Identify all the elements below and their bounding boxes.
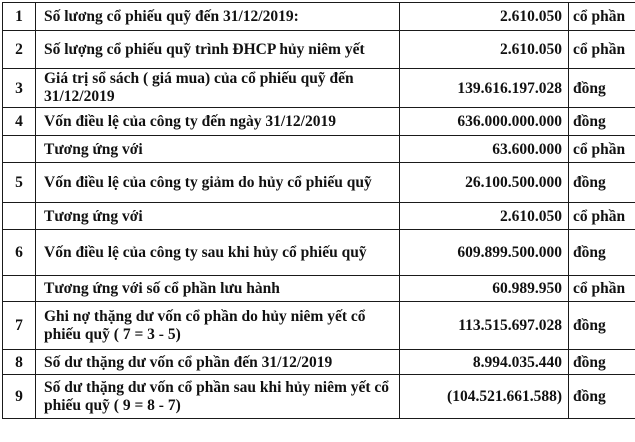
row-unit: cổ phần	[569, 31, 635, 69]
row-label: Tương ứng với	[36, 136, 400, 163]
row-label: Số lượng cổ phiếu quỹ trình ĐHCP hủy niêm yết	[36, 31, 400, 69]
row-unit: đồng	[569, 350, 635, 375]
row-label: Vốn điều lệ của công ty đến ngày 31/12/2019	[36, 108, 400, 136]
table-row	[3, 302, 635, 350]
row-label: Giá trị sổ sách ( giá mua) của cổ phiếu quỹ đến 31/12/2019	[36, 69, 400, 108]
table-row	[3, 163, 635, 203]
row-number	[3, 203, 36, 230]
row-unit: cổ phần	[569, 136, 635, 163]
row-value: 26.100.500.000	[400, 163, 569, 203]
row-label: Tương ứng với số cổ phần lưu hành	[36, 276, 400, 302]
row-unit: cổ phần	[569, 276, 635, 302]
table-row	[3, 31, 635, 69]
table-row	[3, 276, 635, 302]
row-unit: đồng	[569, 163, 635, 203]
row-value: 2.610.050	[400, 3, 569, 31]
table-row	[3, 375, 635, 419]
row-number: 3	[3, 69, 36, 108]
row-label: Tương ứng với	[36, 203, 400, 230]
table-row	[3, 230, 635, 276]
treasury-stock-table	[2, 2, 635, 419]
table-row	[3, 203, 635, 230]
row-value: (104.521.661.588)	[400, 375, 569, 419]
row-label: Vốn điều lệ của công ty giảm do hủy cổ phiếu quỹ	[36, 163, 400, 203]
row-label: Ghi nợ thặng dư vốn cổ phần do hủy niêm yết cổ phiếu quỹ ( 7 = 3 - 5)	[36, 302, 400, 350]
row-value: 609.899.500.000	[400, 230, 569, 276]
row-value: 63.600.000	[400, 136, 569, 163]
row-unit: đồng	[569, 69, 635, 108]
row-number	[3, 276, 36, 302]
row-unit: đồng	[569, 302, 635, 350]
table-row	[3, 3, 635, 31]
row-value: 139.616.197.028	[400, 69, 569, 108]
row-value: 636.000.000.000	[400, 108, 569, 136]
row-unit: cổ phần	[569, 203, 635, 230]
row-label: Số lương cổ phiếu quỹ đến 31/12/2019:	[36, 3, 400, 31]
row-number: 2	[3, 31, 36, 69]
row-value: 60.989.950	[400, 276, 569, 302]
row-number: 4	[3, 108, 36, 136]
row-label: Số dư thặng dư vốn cổ phần đến 31/12/2019	[36, 350, 400, 375]
row-number	[3, 136, 36, 163]
row-number: 5	[3, 163, 36, 203]
table-row	[3, 350, 635, 375]
table-row	[3, 136, 635, 163]
table-row	[3, 69, 635, 108]
row-value: 2.610.050	[400, 31, 569, 69]
row-label: Số dư thặng dư vốn cổ phần sau khi hủy niêm yết cổ phiếu quỹ ( 9 = 8 - 7)	[36, 375, 400, 419]
row-value: 2.610.050	[400, 203, 569, 230]
row-unit: đồng	[569, 230, 635, 276]
row-number: 8	[3, 350, 36, 375]
row-number: 6	[3, 230, 36, 276]
row-unit: đồng	[569, 108, 635, 136]
row-unit: cổ phần	[569, 3, 635, 31]
row-number: 7	[3, 302, 36, 350]
row-value: 113.515.697.028	[400, 302, 569, 350]
row-value: 8.994.035.440	[400, 350, 569, 375]
row-number: 1	[3, 3, 36, 31]
table-row	[3, 108, 635, 136]
row-unit: đồng	[569, 375, 635, 419]
row-number: 9	[3, 375, 36, 419]
row-label: Vốn điều lệ của công ty sau khi hủy cổ phiếu quỹ	[36, 230, 400, 276]
